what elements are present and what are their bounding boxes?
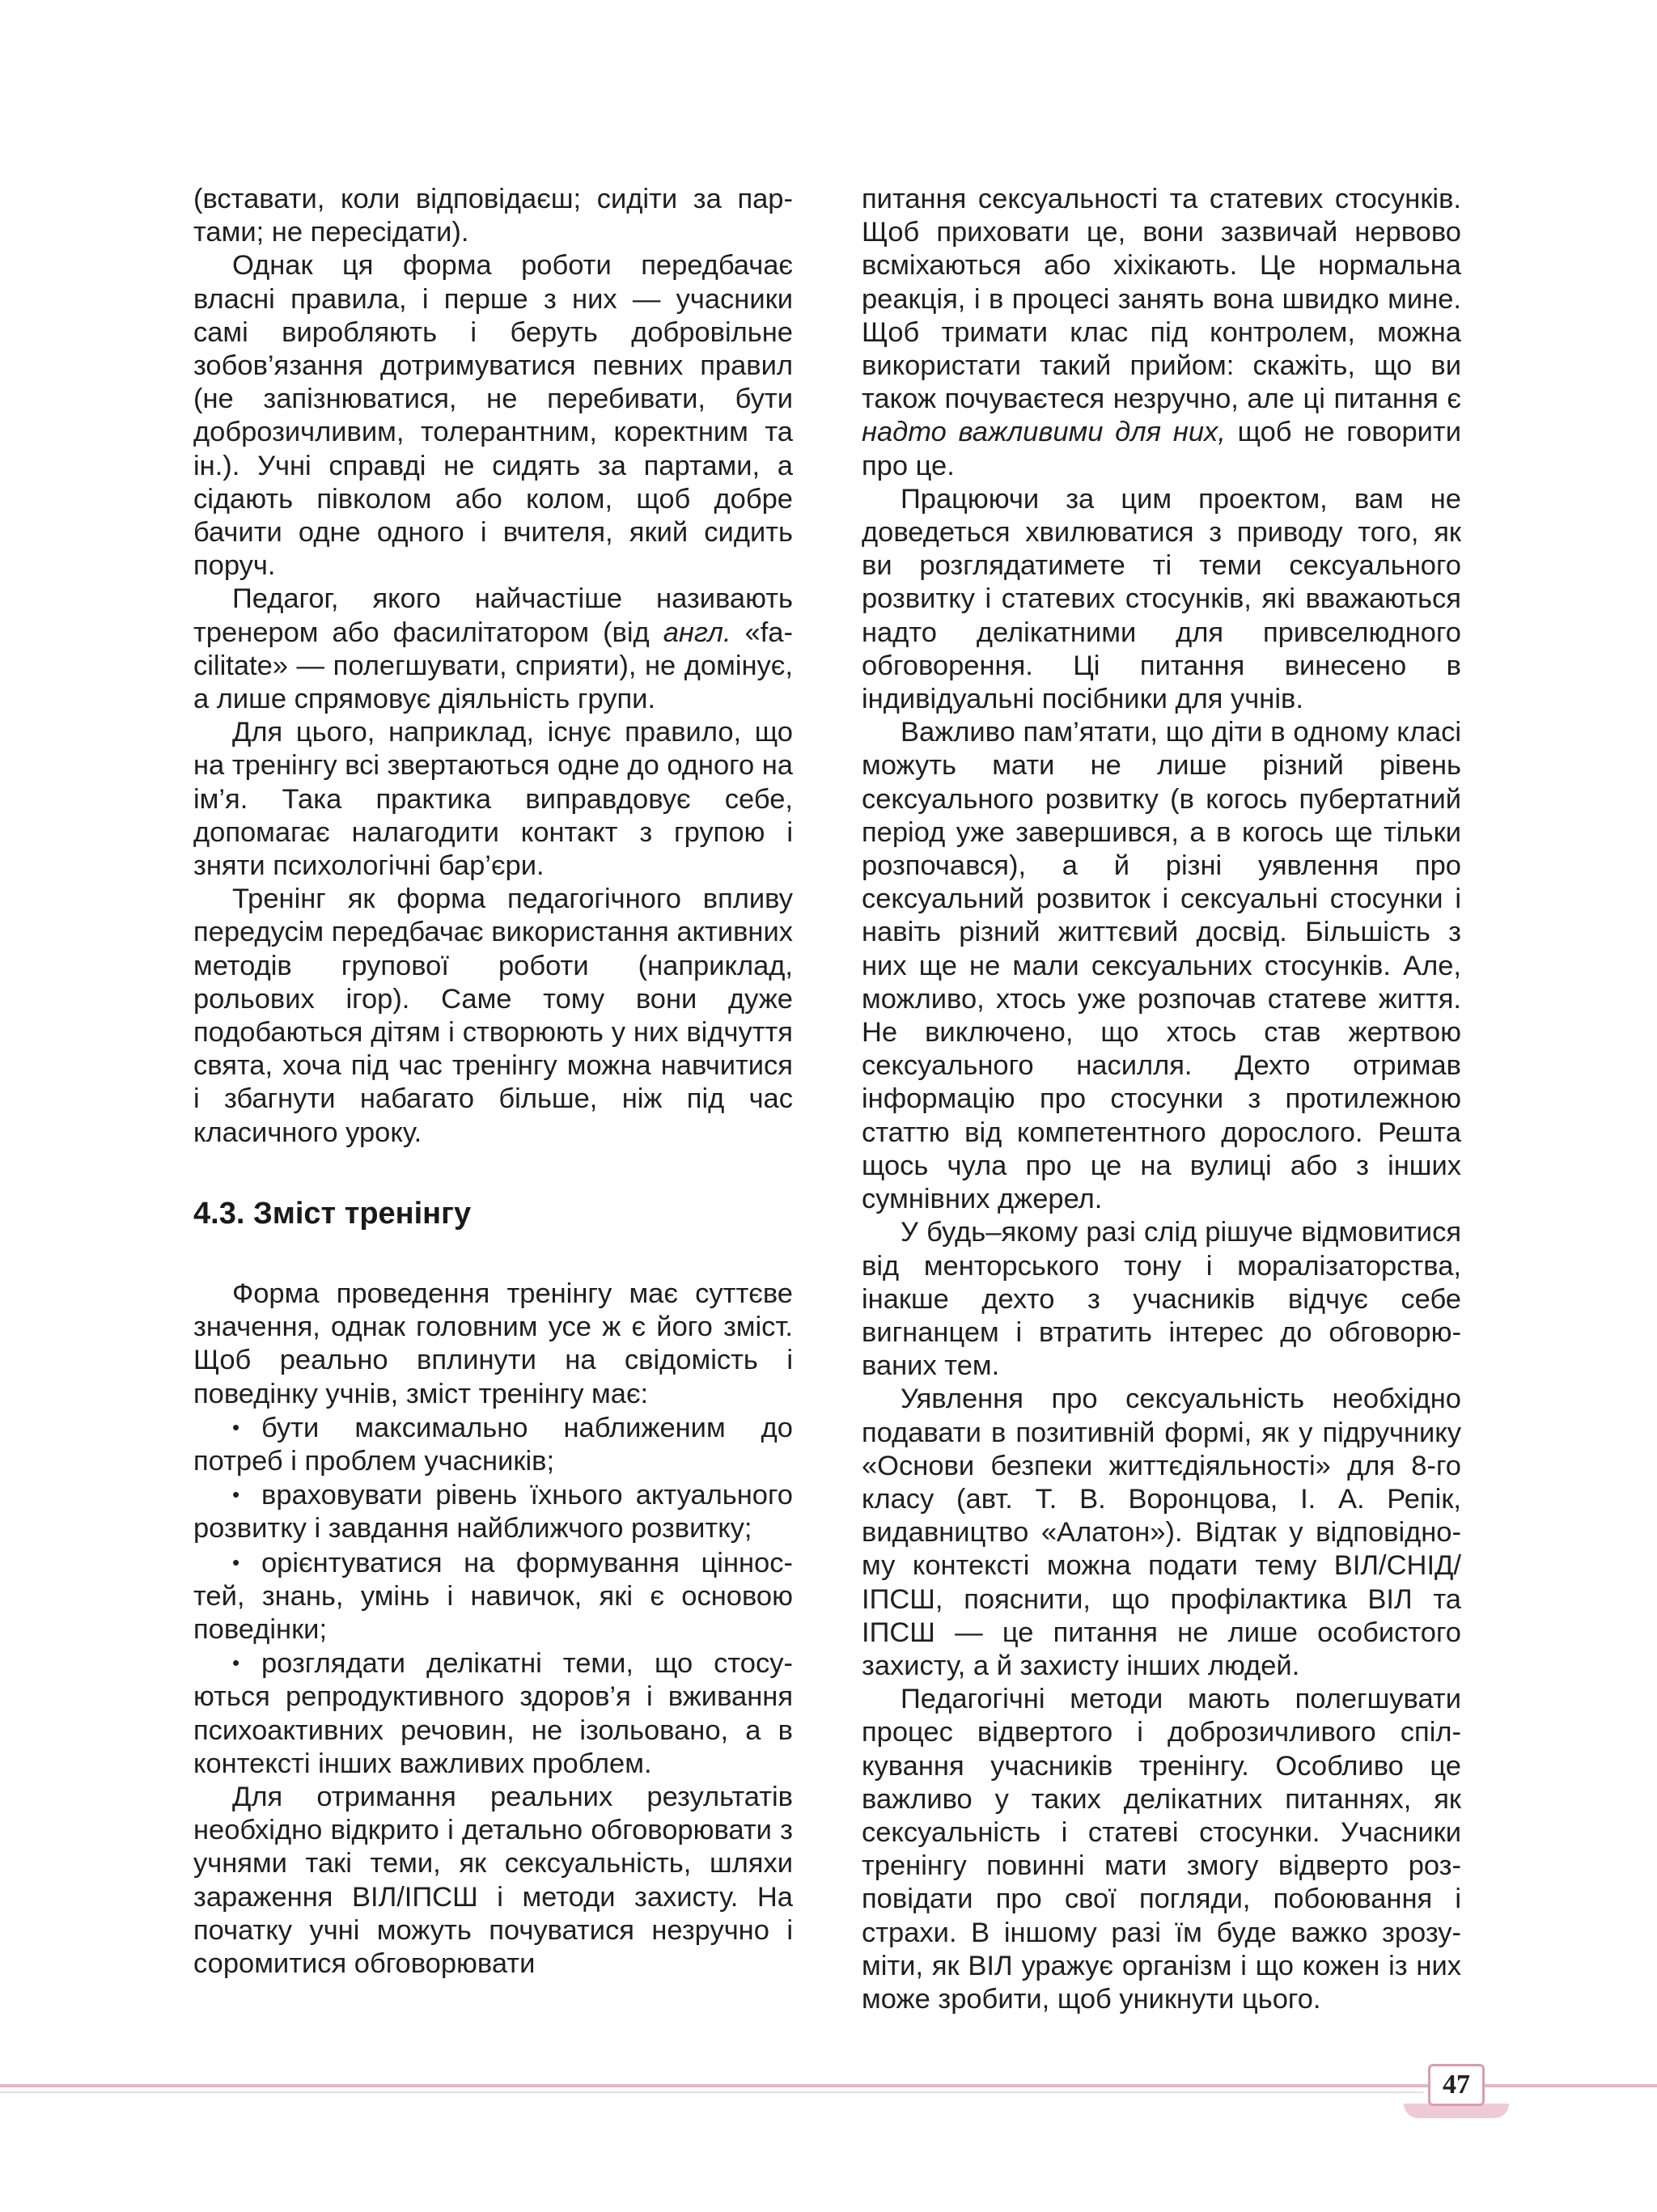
bullet-item xyxy=(193,1478,793,1545)
bullet-item xyxy=(193,1411,793,1478)
paragraph: Для цього, наприклад, існує правило, що на тренінгу всі звертаються одне до одного на ім’я. Така практика виправдовує себе, допомагає налагодити контакт з групою і зняти психологічні бар’єри. xyxy=(193,717,793,882)
text-run: щоб не говорити про це. xyxy=(862,417,1461,481)
paragraph: Форма проведення тренінгу має суттєве значення, однак головним усе ж є його зміст. Щоб реально вплинути на свідомість і поведінку учнів, зміст тренінгу має: xyxy=(193,1278,793,1409)
bullet-item xyxy=(193,1646,793,1781)
paragraph: У будь–якому разі слід рішуче відмовитися від менторського тону і моралізаторства, інакше дехто з учасників відчує себе вигнанцем і втратить інтерес до обговорюваних тем. xyxy=(862,1217,1461,1382)
emphasis: надто важливими для них, xyxy=(862,417,1226,448)
emphasis: англ. xyxy=(663,617,731,648)
section-heading: 4.3. Зміст тренінгу xyxy=(193,1196,472,1231)
text-run: «facilitate» — полегшувати, сприяти), не домінує, а лише спрямовує діяльність групи. xyxy=(193,617,793,715)
text-run: питання сексуальності та статевих стосунків. Щоб приховати це, вони зазвичай нервово всміхаються або хіхікають. Це нормальна реакція, і в процесі занять вона швидко мине. Щоб тримати клас під контролем, можна використати такий прийом: скажіть, що ви також почуваєтеся незручно, але ці питання є xyxy=(862,184,1461,415)
bullet-icon: • xyxy=(232,1414,240,1439)
bullet-icon: • xyxy=(232,1651,240,1676)
paragraph: Педагогічні методи мають полегшувати процес відвертого і доброзичливого спілкування учасників тренінгу. Особливо це важливо у таких делікатних питаннях, як сексуальність і статеві стосунки. Учасники тренінгу повинні мати змогу відверто розповідати про свої погляди, побоювання і страхи. В іншому разі їм буде важко зрозуміти, як ВІЛ уражує організм і що кожен із них може зробити, щоб уникнути цього. xyxy=(862,1684,1461,2015)
paragraph: Працюючи за цим проектом, вам не доведеться хвилюватися з приводу того, як ви розглядатимете ті теми сексуального розвитку і статевих стосунків, які вважаються надто делікатними для привселюдного обговорення. Ці питання винесено в індивідуальні посібники для учнів. xyxy=(862,483,1461,715)
footer-rule-secondary xyxy=(0,2091,1424,2093)
paragraph: Уявлення про сексуальність необхідно подавати в позитивній формі, як у підручнику «Основи безпеки життєдіяльності» для 8-го класу (авт. Т. В. Воронцова, І. А. Репік, видавництво «Алатон»). Відтак у відповідному контексті можна подати тему ВІЛ/СНІД/ ІПСШ, пояснити, що профілактика ВІЛ та ІПСШ — це питання не лише особистого захисту, а й захисту інших людей. xyxy=(862,1384,1461,1681)
paragraph: Важливо пам’ятати, що діти в одному класі можуть мати не лише різний рівень сексуального розвитку (в когось пубертатний період уже завершився, а в когось ще тільки розпочався), а й різні уявлення про сексуальний розвиток і сексуальні стосунки і навіть різний життєвий досвід. Більшість з них ще не мали сексуальних стосунків. Але, можливо, хтось уже розпочав статеве життя. Не виключено, що хтось став жертвою сексуального насилля. Дехто отримав інформацію про стосунки з протилежною статтю від компетентного дорослого. Решта щось чула про це на вулиці або з інших сумнівних джерел. xyxy=(862,717,1461,1215)
paragraph: (вставати, коли відповідаєш; сидіти за партами; не пересідати). xyxy=(193,184,793,248)
left-column xyxy=(193,183,793,1981)
paragraph xyxy=(862,183,1461,483)
paragraph: Для отримання реальних результатів необхідно відкрито і детально обговорювати з учнями такі теми, як сексуальність, шляхи зараження ВІЛ/ІПСШ і методи захисту. На початку учні можуть почуватися незручно і соромитися обговорювати xyxy=(193,1781,793,1979)
right-column xyxy=(862,183,1461,2016)
bullet-text: орієнтуватися на формування цінностей, знань, умінь і навичок, які є основою поведінки; xyxy=(193,1547,793,1645)
bullet-text: враховувати рівень їхнього актуального розвитку і завдання найближчого розвитку; xyxy=(193,1480,793,1545)
bullet-icon: • xyxy=(232,1549,240,1574)
bullet-text: розглядати делікатні теми, що стосуються репродуктивного здоров’я і вживання психоактивних речовин, не ізольовано, а в контексті інших важливих проблем. xyxy=(193,1648,793,1779)
text-run: Педагог, якого найчастіше називають тренером або фасилітатором (від xyxy=(193,583,793,648)
paragraph: Однак ця форма роботи передбачає власні правила, і перше з них — учасники самі виробляють і беруть добровільне зобов’язання дотримуватися певних правил (не запізнюватися, не перебивати, бути доброзичливим, толерантним, коректним та ін.). Учні справді не сидять за партами, а сідають півколом або колом, щоб добре бачити одне одного і вчителя, який сидить поруч. xyxy=(193,250,793,582)
bullet-text: бути максимально наближеним до потреб і проблем учасників; xyxy=(193,1412,793,1477)
paragraph xyxy=(193,583,793,716)
page-number: 47 xyxy=(1428,2064,1485,2106)
paragraph: Тренінг як форма педагогічного впливу передусім передбачає використання активних методів групової роботи (наприклад, рольових ігор). Саме тому вони дуже подобаються дітям і створюють у них відчуття свята, хоча під час тренінгу можна навчитися і збагнути набагато більше, ніж під час класичного уроку. xyxy=(193,884,793,1148)
bullet-icon: • xyxy=(232,1482,240,1507)
footer-rule xyxy=(0,2084,1657,2087)
bullet-item xyxy=(193,1546,793,1647)
